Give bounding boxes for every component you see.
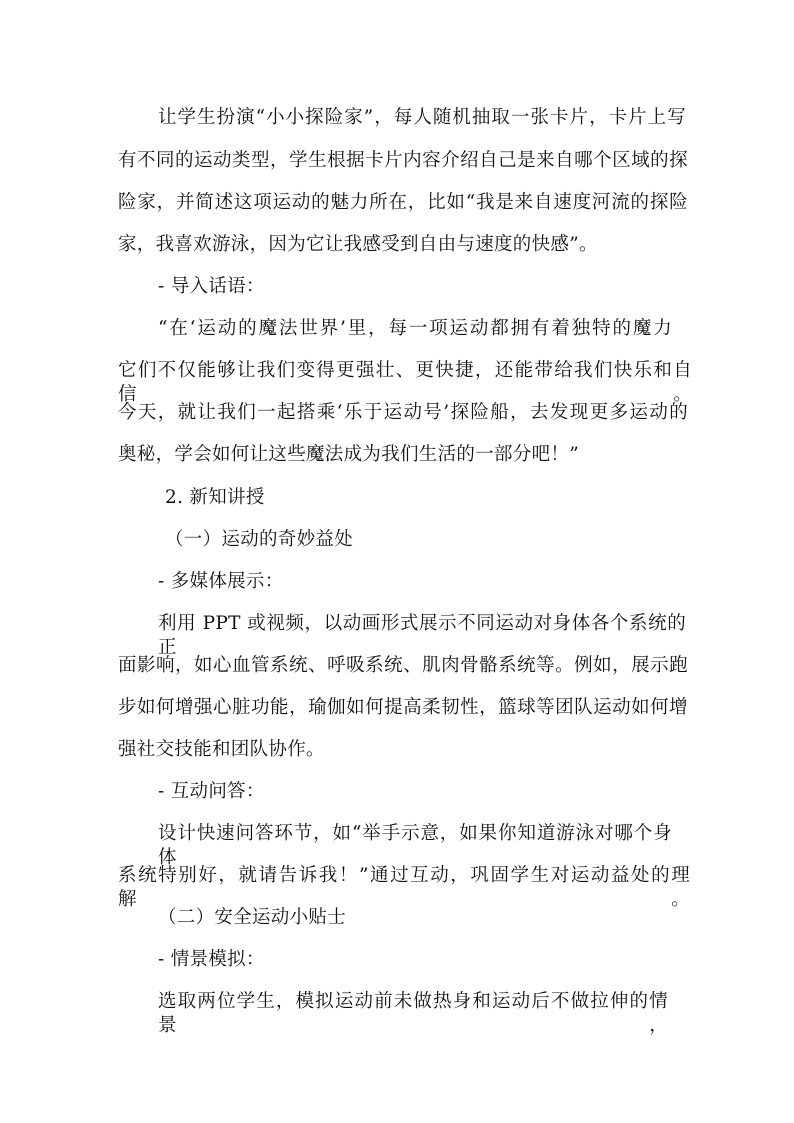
quote-line-3: 今天，就让我们一起搭乘‘乐于运动号’探险船，去发现更多运动的 <box>118 402 688 423</box>
subsection-heading-benefits: （一）运动的奇妙益处 <box>165 529 354 550</box>
paragraph-line-4: 家，我喜欢游泳，因为它让我感受到自由与速度的快感”。 <box>118 234 598 255</box>
subsection-heading-safety: （二）安全运动小贴士 <box>158 907 347 928</box>
paragraph-line-7: 步如何增强心脏功能，瑜伽如何提高柔韧性，篮球等团队运动如何增 <box>118 697 688 718</box>
paragraph-line-5: 利用 PPT 或视频，以动画形式展示不同运动对身体各个系统的正 <box>158 613 686 658</box>
paragraph-line-1: 让学生扮演“小小探险家”，每人随机抽取一张卡片，卡片上写 <box>158 107 686 128</box>
quote-line-2: 它们不仅能够让我们变得更强壮、更快捷，还能带给我们快乐和自信。 <box>118 360 692 405</box>
section-heading-new-knowledge: 2. 新知讲授 <box>165 487 265 508</box>
paragraph-line-10: 系统特别好，就请告诉我！”通过互动，巩固学生对运动益处的理解。 <box>118 865 690 910</box>
paragraph-line-9: 设计快速问答环节，如“举手示意，如果你知道游泳对哪个身体 <box>158 823 672 868</box>
section-label-scenario: - 情景模拟： <box>158 949 265 970</box>
section-label-multimedia: - 多媒体展示： <box>158 571 284 592</box>
paragraph-line-2: 有不同的运动类型，学生根据卡片内容介绍自己是来自哪个区域的探 <box>118 150 688 171</box>
paragraph-line-8: 强社交技能和团队协作。 <box>118 739 325 760</box>
section-label-qa: - 互动问答： <box>158 781 265 802</box>
paragraph-line-3: 险家，并简述这项运动的魅力所在，比如“我是来自速度河流的探险 <box>118 192 688 213</box>
paragraph-line-11: 选取两位学生，模拟运动前未做热身和运动后不做拉伸的情景， <box>158 991 668 1036</box>
quote-line-4: 奥秘，学会如何让这些魔法成为我们生活的一部分吧！” <box>118 444 579 465</box>
quote-line-1: “在‘运动的魔法世界’里，每一项运动都拥有着独特的魔力 <box>158 318 672 339</box>
paragraph-line-6: 面影响，如心血管系统、呼吸系统、肌肉骨骼系统等。例如，展示跑 <box>118 655 688 676</box>
section-label-intro-speech: - 导入话语： <box>158 276 265 297</box>
